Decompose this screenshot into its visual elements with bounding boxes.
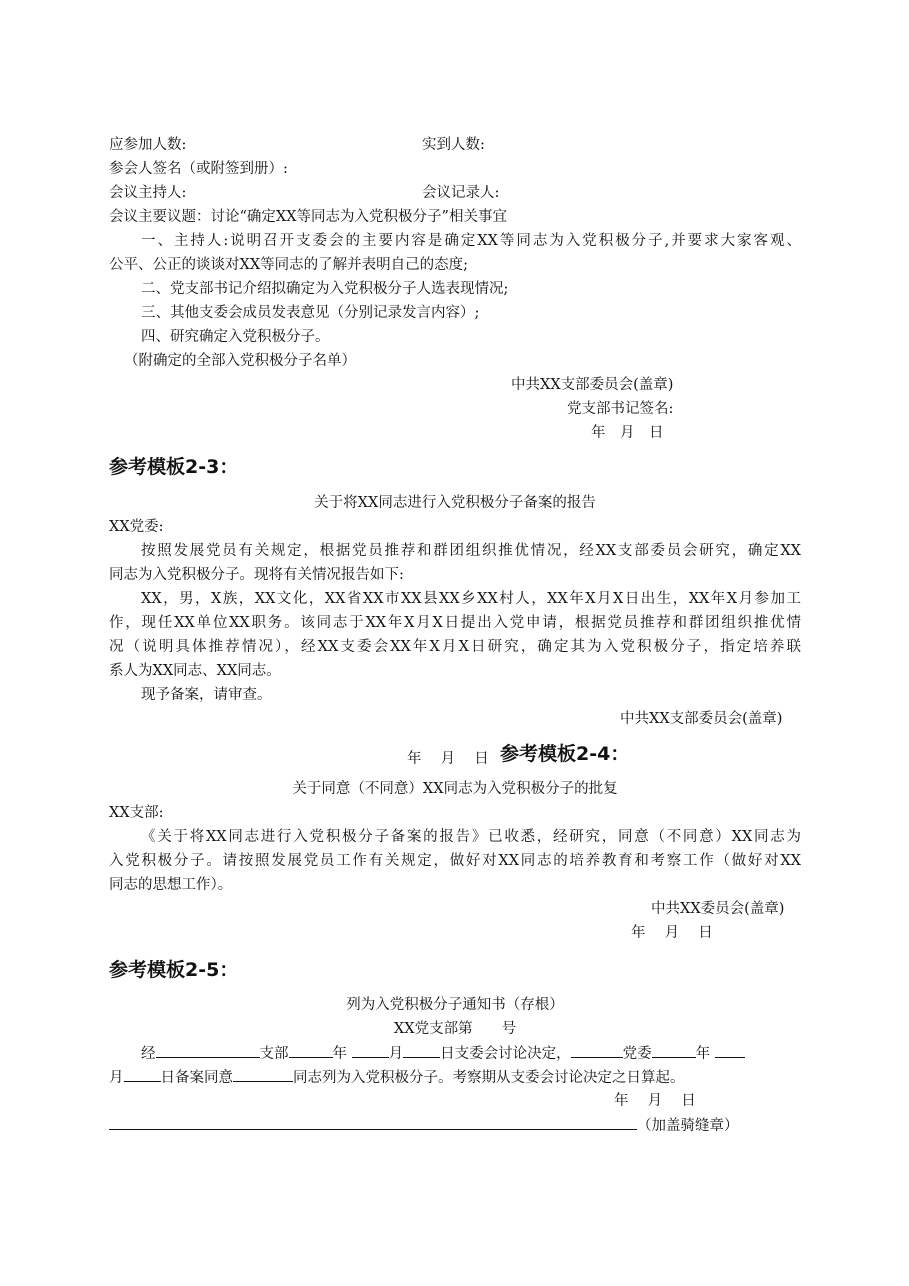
report-paragraph-1-line-1: 按照发展党员有关规定，根据党员推荐和群团组织推优情况，经XX支部委员会研究，确定XX: [141, 543, 801, 559]
report-paragraph-3: 现予备案，请审查。: [141, 687, 272, 703]
agenda-item-1-line-1: 一、主持人:说明召开支委会的主要内容是确定XX等同志为入党积极分子,并要求大家客观、: [141, 233, 801, 249]
agenda-item-4: 四、研究确定入党积极分子。: [141, 329, 330, 345]
notice-fill-line-2: [109, 1067, 685, 1088]
reply-paragraph-line-2: 入党积极分子。请按照发展党员工作有关规定，做好对XX同志的培养教育和考察工作（做好对XX: [109, 853, 801, 869]
report-paragraph-2-line-3: 况（说明具体推荐情况），经XX支委会XX年X月X日研究，确定其为入党积极分子，指定培养联: [109, 639, 801, 655]
blank-party-committee[interactable]: [571, 1043, 623, 1058]
notice-fill-line-1: [141, 1043, 745, 1064]
signature-org: 中共XX支部委员会(盖章): [511, 377, 674, 393]
report-signature-org: 中共XX支部委员会(盖章): [620, 711, 783, 727]
reply-title: 关于同意（不同意）XX同志为入党积极分子的批复: [292, 781, 618, 797]
text-ri-zwh: 日支委会讨论决定，: [440, 1046, 571, 1062]
agenda-item-2: 二、党支部书记介绍拟确定为入党积极分子人选表现情况;: [141, 281, 509, 297]
recorder-label: 会议记录人:: [422, 185, 500, 201]
report-signature-date: 年 月 日: [407, 751, 489, 767]
agenda-item-3: 三、其他支委会成员发表意见（分别记录发言内容）;: [141, 305, 480, 321]
expected-count-label: 应参加人数:: [109, 137, 187, 153]
meeting-topic: 会议主要议题：讨论“确定XX等同志为入党积极分子”相关事宜: [109, 209, 507, 225]
section-heading-2-5: 参考模板2-5：: [109, 959, 239, 981]
blank-day-2[interactable]: [124, 1067, 161, 1082]
reply-salutation: XX支部:: [109, 805, 164, 821]
signatures-label: 参会人签名（或附签到册）:: [109, 161, 288, 177]
blank-day-1[interactable]: [403, 1043, 440, 1058]
actual-count-label: 实到人数:: [422, 137, 485, 153]
text-nian: 年: [332, 1046, 347, 1062]
blank-year-1[interactable]: [289, 1043, 333, 1058]
notice-title: 列为入党积极分子通知书（存根）: [346, 997, 564, 1013]
reply-signature-org: 中共XX委员会(盖章): [651, 901, 785, 917]
secretary-signature-label: 党支部书记签名:: [567, 401, 674, 417]
text-zhibu: 支部: [259, 1046, 289, 1062]
report-paragraph-2-line-1: XX，男，X族，XX文化，XX省XX市XX县XX乡XX村人，XX年X月X日出生，XX年X月参加工: [141, 591, 801, 607]
blank-month-1[interactable]: [352, 1043, 389, 1058]
reply-paragraph-line-3: 同志的思想工作）。: [109, 877, 233, 893]
text-nian-2: 年: [695, 1046, 711, 1062]
section-heading-2-3: 参考模板2-3：: [109, 456, 239, 478]
text-yue-2: 月: [109, 1070, 124, 1086]
report-paragraph-1-line-2: 同志为入党积极分子。现将有关情况报告如下:: [109, 567, 404, 583]
blank-year-2[interactable]: [652, 1043, 696, 1058]
text-tail: 同志列为入党积极分子。考察期从支委会讨论决定之日算起。: [293, 1070, 685, 1086]
seal-note: （加盖骑缝章）: [637, 1118, 739, 1134]
agenda-item-1-line-2: 公平、公正的谈谈对XX等同志的了解并表明自己的态度;: [109, 257, 469, 273]
signature-date: 年 月 日: [591, 425, 664, 441]
perforation-line: [109, 1115, 637, 1130]
reply-signature-date: 年 月 日: [631, 925, 713, 941]
report-title: 关于将XX同志进行入党积极分子备案的报告: [314, 495, 596, 511]
attachment-note: （附确定的全部入党积极分子名单）: [124, 353, 356, 369]
text-ri-ba: 日备案同意: [160, 1070, 233, 1086]
reply-paragraph-line-1: 《关于将XX同志进行入党积极分子备案的报告》已收悉，经研究，同意（不同意）XX同志为: [141, 829, 801, 845]
blank-month-2-start[interactable]: [715, 1043, 745, 1058]
section-heading-2-4: 参考模板2-4：: [500, 743, 630, 765]
seal-line: [109, 1115, 739, 1136]
host-label: 会议主持人:: [109, 185, 187, 201]
report-salutation: XX党委:: [109, 519, 164, 535]
text-yue: 月: [388, 1046, 404, 1062]
notice-date: 年 月 日: [614, 1093, 696, 1109]
report-paragraph-2-line-2: 作，现任XX单位XX职务。该同志于XX年X月X日提出入党申请，根据党员推荐和群团组织推优情: [109, 615, 801, 631]
notice-number-line: XX党支部第 号: [393, 1021, 517, 1037]
text-dangwei: 党委: [622, 1046, 652, 1062]
blank-branch-name[interactable]: [156, 1043, 260, 1058]
text-jing: 经: [141, 1046, 156, 1062]
report-paragraph-2-line-4: 系人为XX同志、XX同志。: [109, 663, 281, 679]
blank-person-name[interactable]: [233, 1067, 293, 1082]
